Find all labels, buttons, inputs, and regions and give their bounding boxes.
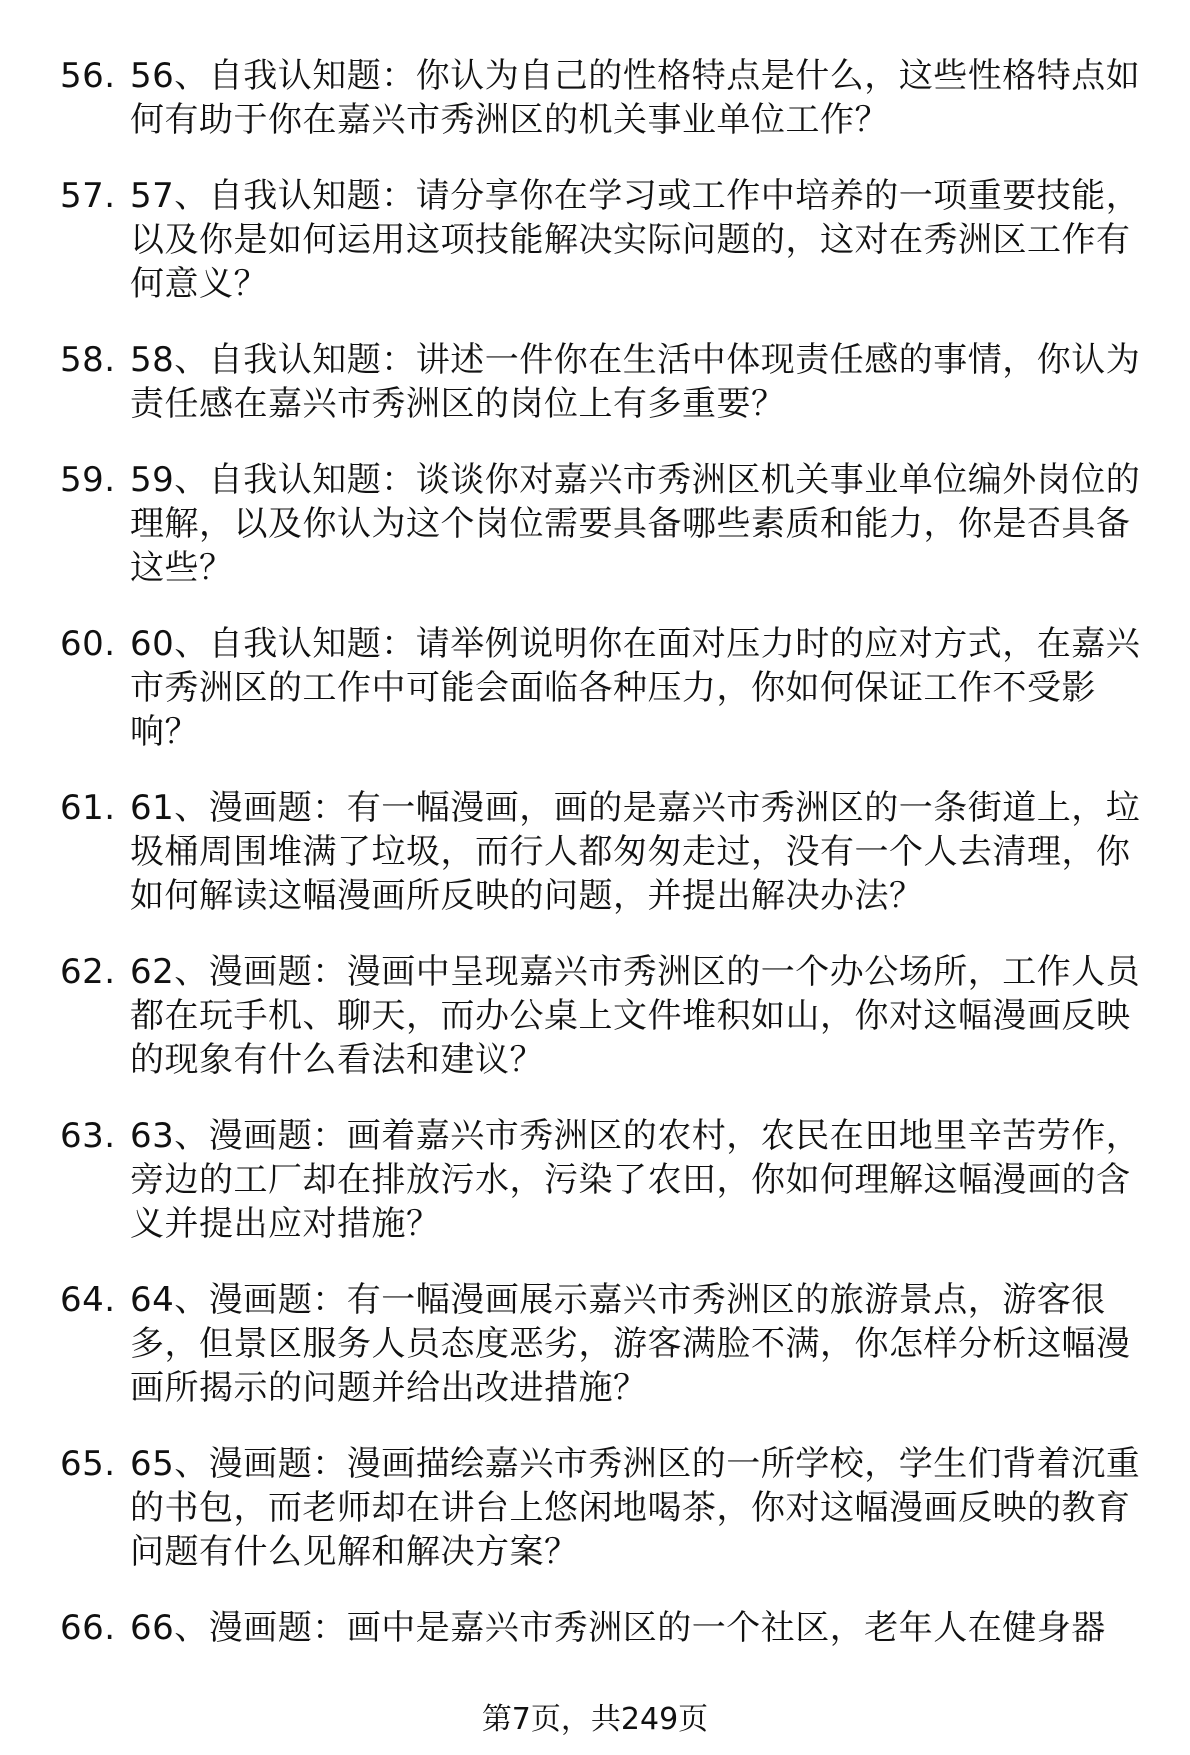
question-text: 56、自我认知题：你认为自己的性格特点是什么，这些性格特点如何有助于你在嘉兴市秀洲区的机关事业单位工作？: [130, 56, 1141, 140]
question-text: 66、漫画题：画中是嘉兴市秀洲区的一个社区，老年人在健身器: [130, 1608, 1106, 1648]
question-text: 59、自我认知题：谈谈你对嘉兴市秀洲区机关事业单位编外岗位的理解，以及你认为这个岗位需要具备哪些素质和能力，你是否具备这些？: [130, 460, 1141, 588]
question-text: 64、漫画题：有一幅漫画展示嘉兴市秀洲区的旅游景点，游客很多，但景区服务人员态度恶劣，游客满脸不满，你怎样分析这幅漫画所揭示的问题并给出改进措施？: [130, 1280, 1131, 1408]
question-number: 57.: [60, 176, 116, 216]
question-item: [60, 1442, 1160, 1574]
question-number: 58.: [60, 340, 116, 380]
question-text: 57、自我认知题：请分享你在学习或工作中培养的一项重要技能，以及你是如何运用这项技能解决实际问题的，这对在秀洲区工作有何意义？: [130, 176, 1141, 304]
question-item: [60, 338, 1160, 426]
question-item: [60, 1114, 1160, 1246]
question-item: [60, 950, 1160, 1082]
question-number: 61.: [60, 788, 116, 828]
question-text: 62、漫画题：漫画中呈现嘉兴市秀洲区的一个办公场所，工作人员都在玩手机、聊天，而办公桌上文件堆积如山，你对这幅漫画反映的现象有什么看法和建议？: [130, 952, 1141, 1080]
question-text: 60、自我认知题：请举例说明你在面对压力时的应对方式，在嘉兴市秀洲区的工作中可能会面临各种压力，你如何保证工作不受影响？: [130, 624, 1141, 752]
question-item: [60, 1606, 1160, 1650]
question-text: 65、漫画题：漫画描绘嘉兴市秀洲区的一所学校，学生们背着沉重的书包，而老师却在讲台上悠闲地喝茶，你对这幅漫画反映的教育问题有什么见解和解决方案？: [130, 1444, 1141, 1572]
question-item: [60, 622, 1160, 754]
question-item: [60, 786, 1160, 918]
question-number: 56.: [60, 56, 116, 96]
question-text: 63、漫画题：画着嘉兴市秀洲区的农村，农民在田地里辛苦劳作，旁边的工厂却在排放污水，污染了农田，你如何理解这幅漫画的含义并提出应对措施？: [130, 1116, 1141, 1244]
question-text: 58、自我认知题：讲述一件你在生活中体现责任感的事情，你认为责任感在嘉兴市秀洲区的岗位上有多重要？: [130, 340, 1141, 424]
question-item: [60, 1278, 1160, 1410]
question-number: 62.: [60, 952, 116, 992]
question-number: 60.: [60, 624, 116, 664]
page-footer: 第7页，共249页: [481, 1702, 709, 1737]
question-item: [60, 458, 1160, 590]
question-number: 63.: [60, 1116, 116, 1156]
question-item: [60, 54, 1160, 142]
question-number: 66.: [60, 1608, 116, 1648]
question-number: 64.: [60, 1280, 116, 1320]
question-text: 61、漫画题：有一幅漫画，画的是嘉兴市秀洲区的一条街道上，垃圾桶周围堆满了垃圾，而行人都匆匆走过，没有一个人去清理，你如何解读这幅漫画所反映的问题，并提出解决办法？: [130, 788, 1141, 916]
question-number: 65.: [60, 1444, 116, 1484]
question-item: [60, 174, 1160, 306]
question-number: 59.: [60, 460, 116, 500]
question-list: [60, 54, 1160, 1682]
